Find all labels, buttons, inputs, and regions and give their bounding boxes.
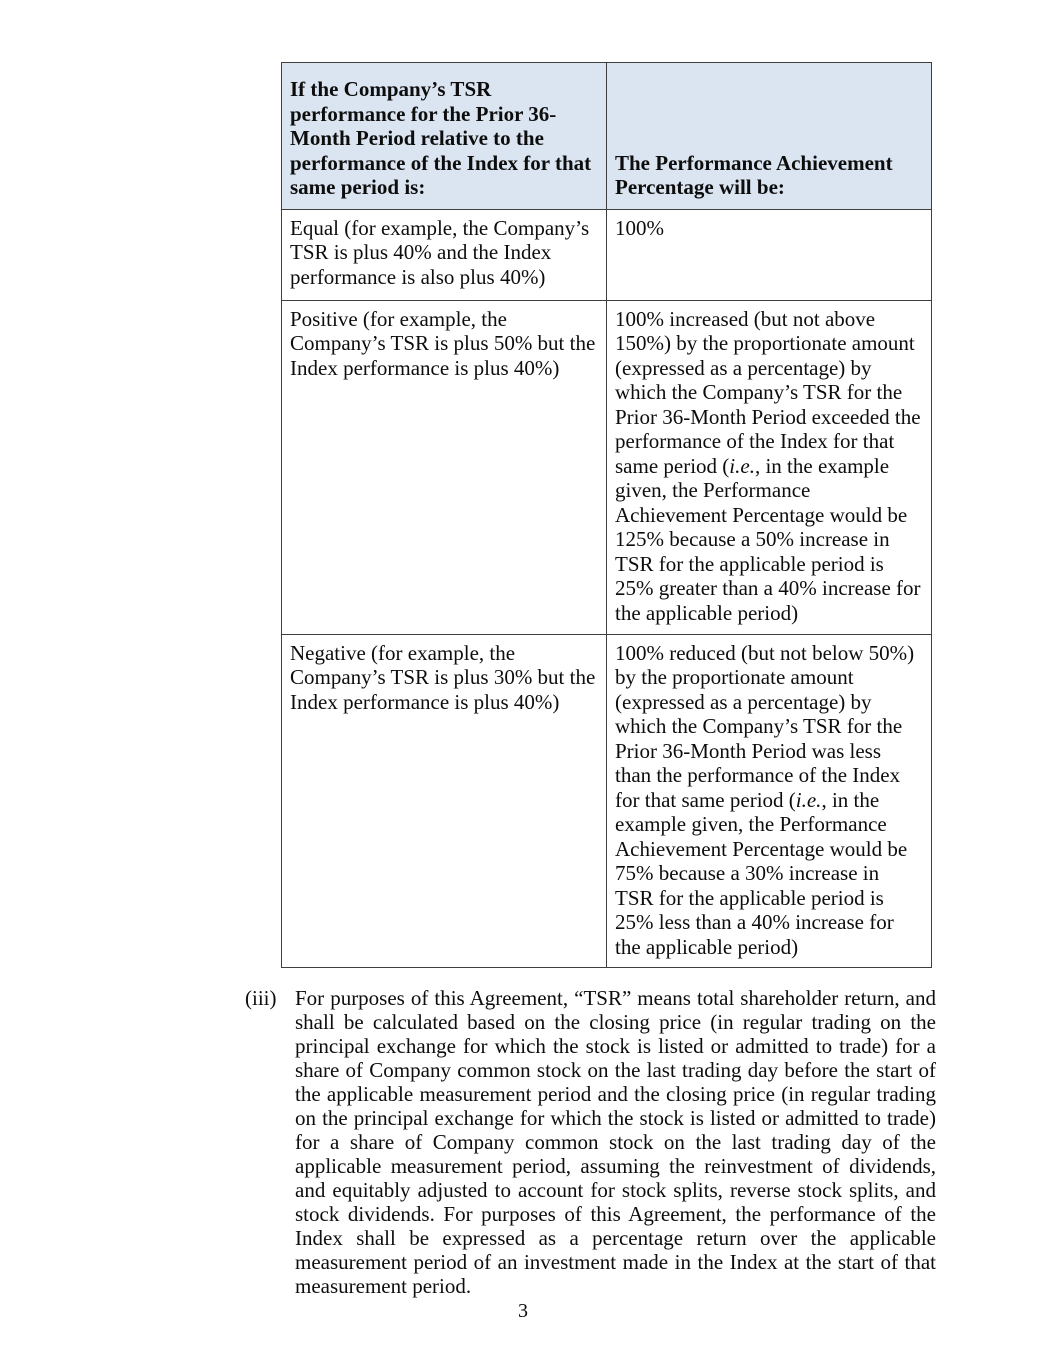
clause-iii-text: For purposes of this Agreement, “TSR” means total shareholder return, and shall be calculated based on the closing price (in regular trading on the principal exchange for which the stock is listed or admitted to trade) for a share of Company common stock on the last trading day before the start of the applicable measurement period and the closing price (in regular trading on the principal exchange for which the stock is listed or admitted to trade) for a share of Company common stock on the last trading day of the applicable measurement period, assuming the reinvestment of dividends, and equitably adjusted to account for stock splits, reverse stock splits, and stock dividends. For purposes of this Agreement, the performance of the Index shall be expressed as a percentage return over the applicable measurement period of an investment made in the Index at the start of that measurement period. bbox=[295, 986, 936, 1298]
table-row-negative bbox=[282, 634, 932, 968]
clause-iii-label: (iii) bbox=[245, 986, 277, 1010]
header-cell-result bbox=[607, 63, 932, 210]
cell-result-negative bbox=[607, 634, 932, 968]
result-italic: i.e. bbox=[795, 787, 822, 812]
table-row-positive bbox=[282, 300, 932, 634]
page-number: 3 bbox=[518, 1300, 528, 1322]
header-condition-label: If the Company’s TSR performance for the Prior 36-Month Period relative to the performance of the Index for that same period is: bbox=[290, 77, 592, 199]
condition-text: Positive (for example, the Company’s TSR is plus 50% but the Index performance is plus 40%) bbox=[290, 306, 596, 380]
result-italic: i.e. bbox=[729, 453, 755, 478]
condition-text: Negative (for example, the Company’s TSR is plus 30% but the Index performance is plus 40%) bbox=[290, 640, 596, 714]
cell-result-equal bbox=[607, 209, 932, 300]
result-text: 100% reduced (but not below 50%) by the proportionate amount (expressed as a percentage) by which the Company’s TSR for the Prior 36-Month Period was less than the performance of the Index for that same period ( bbox=[615, 640, 915, 812]
cell-condition-equal bbox=[282, 209, 607, 300]
header-result-label: The Performance Achievement Percentage will be: bbox=[615, 150, 893, 199]
cell-condition-negative bbox=[282, 634, 607, 968]
result-text-continued: , in the example given, the Performance Achievement Percentage would be 75% because a 30% increase in TSR for the applicable period is 25% less than a 40% increase for the applicable period) bbox=[615, 787, 908, 959]
result-text-continued: , in the example given, the Performance Achievement Percentage would be 125% because a 50% increase in TSR for the applicable period is 25% greater than a 40% increase for the applicable period) bbox=[615, 453, 921, 625]
header-cell-condition bbox=[282, 63, 607, 210]
clause-iii bbox=[245, 986, 936, 1298]
cell-result-positive bbox=[607, 300, 932, 634]
condition-text: Equal (for example, the Company’s TSR is plus 40% and the Index performance is also plus 40%) bbox=[290, 215, 590, 289]
result-text: 100% increased (but not above 150%) by the proportionate amount (expressed as a percentage) by which the Company’s TSR for the Prior 36-Month Period exceeded the performance of the Index for that same period ( bbox=[615, 306, 921, 478]
cell-condition-positive bbox=[282, 300, 607, 634]
table-row-equal bbox=[282, 209, 932, 300]
result-text: 100% bbox=[615, 215, 664, 240]
tsr-performance-table bbox=[281, 62, 932, 968]
table-header-row bbox=[282, 63, 932, 210]
